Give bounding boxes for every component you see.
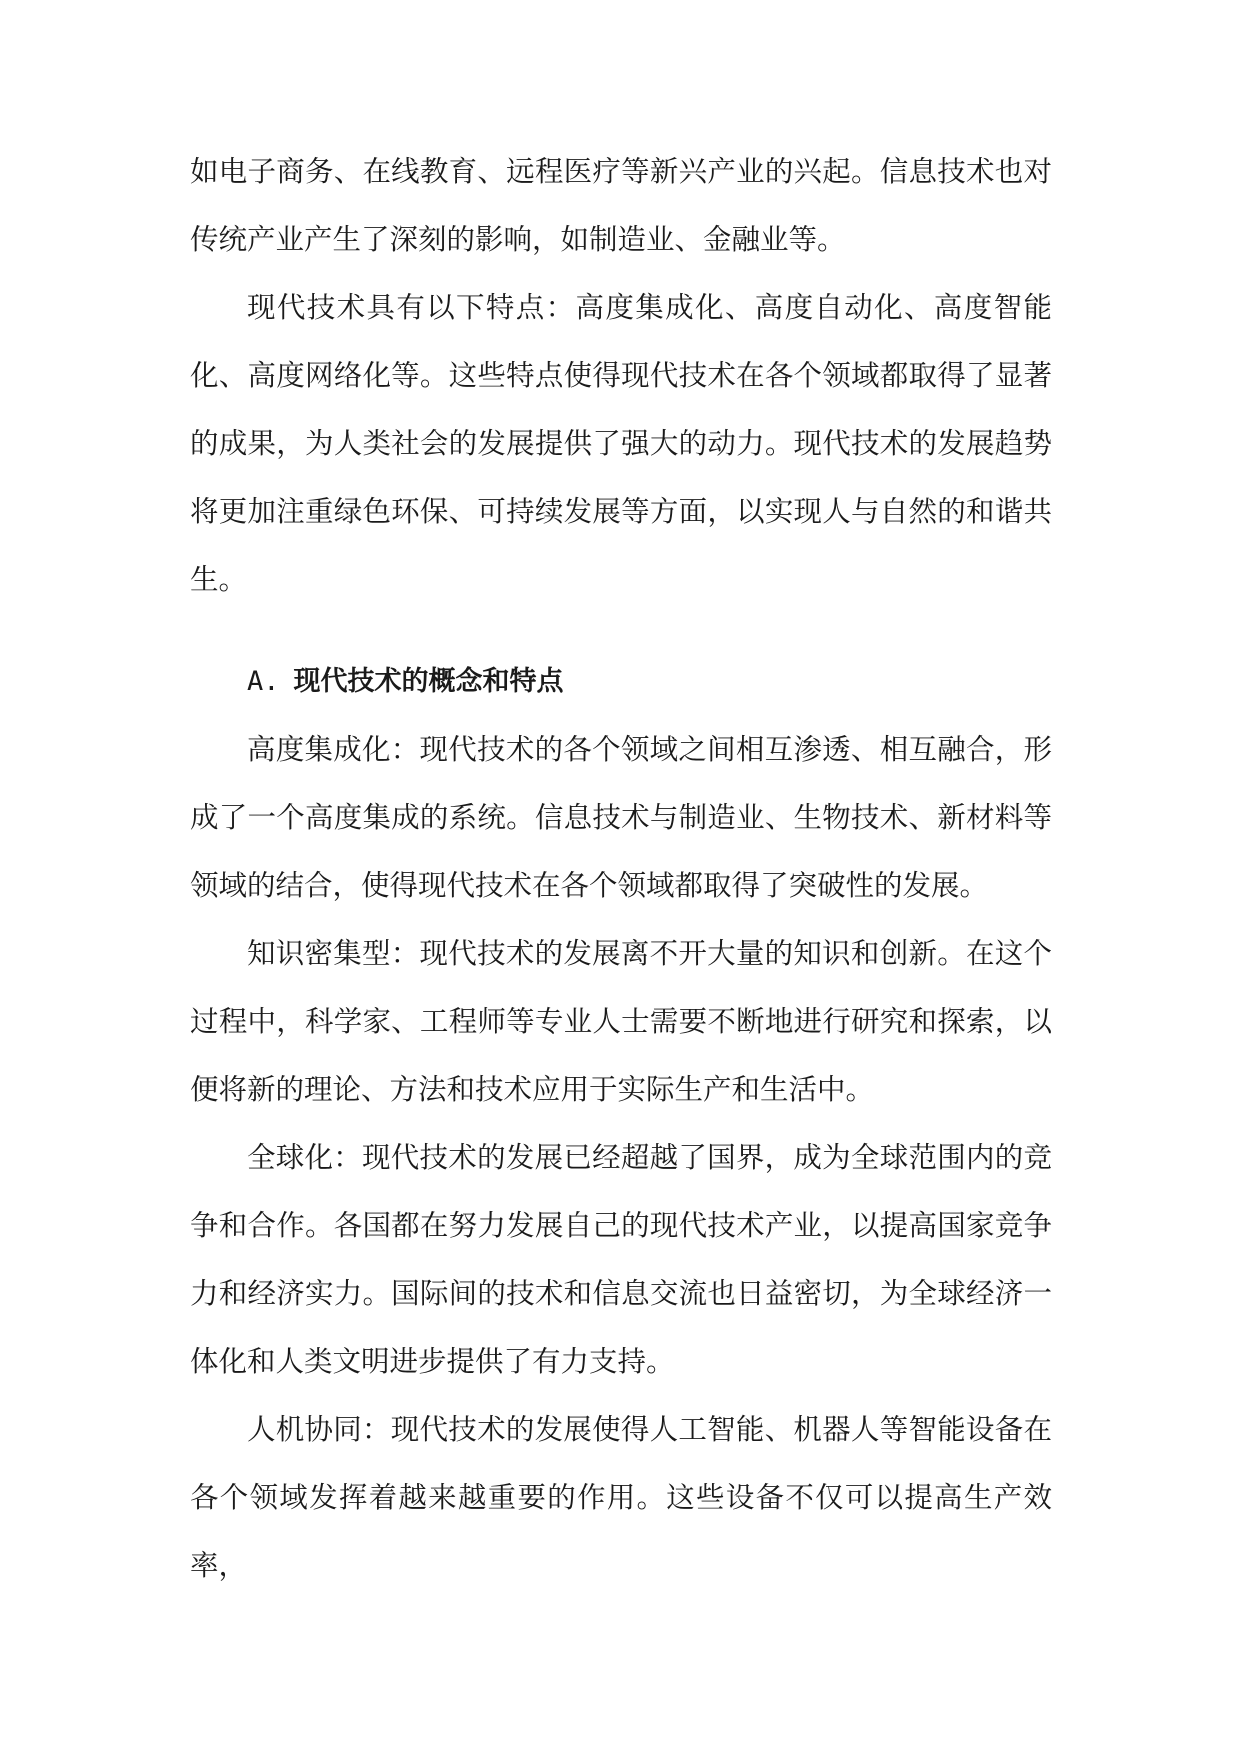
document-body <box>190 138 1052 1600</box>
paragraph-features: 现代技术具有以下特点：高度集成化、高度自动化、高度智能化、高度网络化等。这些特点使得现代技术在各个领域都取得了显著的成果，为人类社会的发展提供了强大的动力。现代技术的发展趋势将更加注重绿色环保、可持续发展等方面，以实现人与自然的和谐共生。 <box>190 291 1052 596</box>
paragraph-globalization: 全球化：现代技术的发展已经超越了国界，成为全球范围内的竞争和合作。各国都在努力发展自己的现代技术产业，以提高国家竞争力和经济实力。国际间的技术和信息交流也日益密切，为全球经济一体化和人类文明进步提供了有力支持。 <box>190 1141 1052 1378</box>
paragraph-integration: 高度集成化：现代技术的各个领域之间相互渗透、相互融合，形成了一个高度集成的系统。信息技术与制造业、生物技术、新材料等领域的结合，使得现代技术在各个领域都取得了突破性的发展。 <box>190 733 1052 902</box>
paragraph-human-machine: 人机协同：现代技术的发展使得人工智能、机器人等智能设备在各个领域发挥着越来越重要的作用。这些设备不仅可以提高生产效率， <box>190 1413 1052 1582</box>
section-title: 现代技术的概念和特点 <box>293 666 564 697</box>
paragraph-continuation: 如电子商务、在线教育、远程医疗等新兴产业的兴起。信息技术也对传统产业产生了深刻的影响，如制造业、金融业等。 <box>190 155 1052 256</box>
section-heading <box>190 648 1052 716</box>
section-number: A. <box>247 666 280 697</box>
paragraph-knowledge-intensive: 知识密集型：现代技术的发展离不开大量的知识和创新。在这个过程中，科学家、工程师等专业人士需要不断地进行研究和探索，以便将新的理论、方法和技术应用于实际生产和生活中。 <box>190 937 1052 1106</box>
